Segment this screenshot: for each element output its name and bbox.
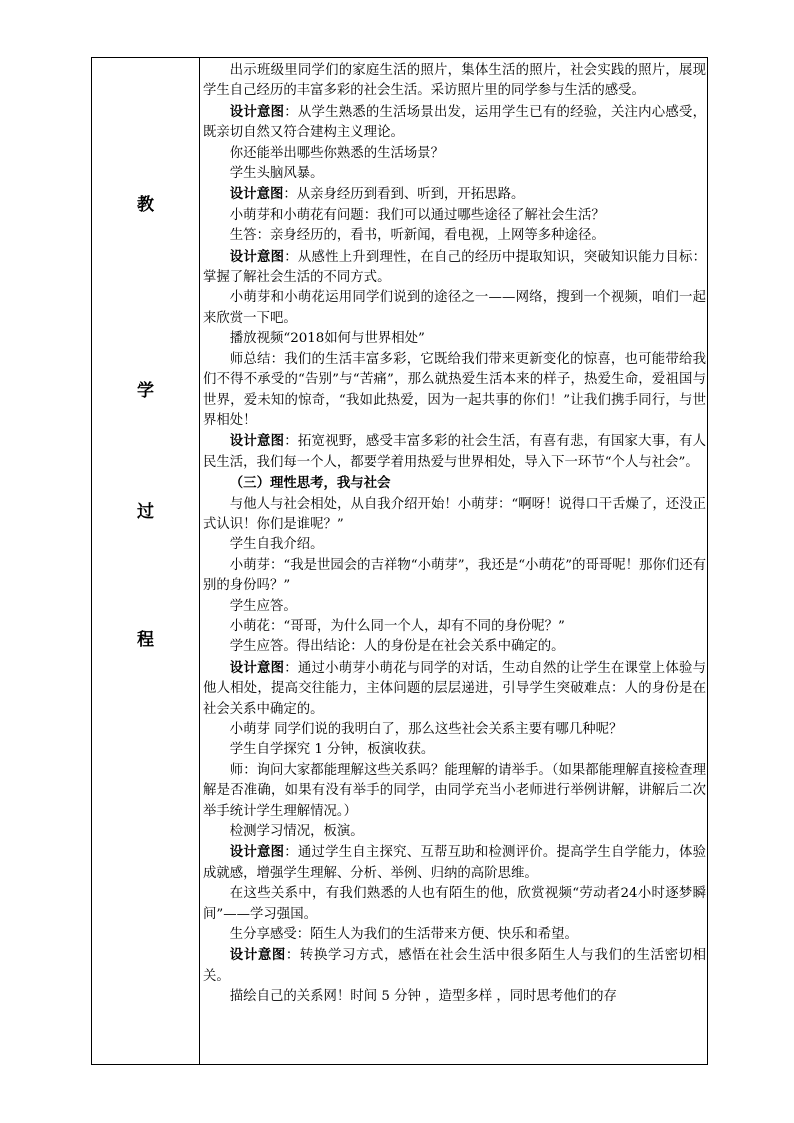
paragraph bbox=[203, 842, 706, 884]
side-label-jiao: 教 bbox=[137, 195, 154, 215]
paragraph-text: 师总结：我们的生活丰富多彩，它既给我们带来更新变化的惊喜，也可能带给我们不得不承受的“告别”与“苦痛”，那么就热爱生活本来的样子，热爱生命，爱祖国与世界，爱未知的惊奇，“我如此热爱，因为一起共事的你们！”让我们携手同行，与世界相处！ bbox=[203, 351, 706, 428]
paragraph bbox=[203, 329, 706, 349]
paragraph-bold-label: 设计意图 bbox=[229, 844, 285, 861]
paragraph bbox=[203, 61, 706, 102]
paragraph bbox=[203, 144, 706, 164]
paragraph-text: ：转换学习方式，感悟在社会生活中很多陌生人与我们的生活密切相关。 bbox=[203, 948, 707, 984]
paragraph-text: 小萌芽和小萌花有问题：我们可以通过哪些途径了解社会生活？ bbox=[229, 207, 605, 223]
paragraph-bold-label: 设计意图 bbox=[229, 248, 285, 265]
paragraph-text: 小萌芽和小萌花运用同学们说到的途径之一——网络，搜到一个视频，咱们一起来欣赏一下吧。 bbox=[203, 290, 706, 326]
paragraph bbox=[203, 535, 706, 555]
paragraph-text: 生答：亲身经历的，看书，听新闻，看电视，上网等多种途径。 bbox=[229, 228, 605, 244]
paragraph bbox=[203, 597, 706, 617]
paragraph bbox=[203, 473, 706, 494]
paragraph-text: 学生应答。得出结论：人的身份是在社会关系中确定的。 bbox=[229, 639, 565, 655]
paragraph-text: 你还能举出哪些你熟悉的生活场景？ bbox=[229, 145, 445, 161]
paragraph-text: 小萌花：“哥哥，为什么同一个人，却有不同的身份呢？” bbox=[229, 618, 565, 634]
paragraph bbox=[203, 761, 706, 822]
paragraph-bold-label: 设计意图 bbox=[229, 659, 285, 676]
paragraph-text: 小萌芽：“我是世园会的吉祥物“小萌芽”，我还是“小萌花”的哥哥呢！那你们还有别的身份吗？” bbox=[203, 557, 706, 594]
paragraph-text: ：通过学生自主探究、互帮互助和检测评价。提高学生自学能力，体验成就感，增强学生理解、分析、举例、归纳的高阶思维。 bbox=[203, 845, 707, 881]
paragraph bbox=[203, 740, 706, 760]
paragraph-bold-label: 设计意图 bbox=[229, 103, 285, 120]
paragraph-text: ：从亲身经历到看到、听到，开拓思路。 bbox=[283, 187, 525, 203]
side-label-xue: 学 bbox=[137, 381, 154, 401]
paragraph-text: 学生头脑风暴。 bbox=[229, 166, 324, 182]
paragraph-text: ：从学生熟悉的生活场景出发，运用学生已有的经验，关注内心感受，既亲切自然又符合建构主义理论。 bbox=[203, 104, 707, 141]
paragraph bbox=[203, 288, 706, 329]
paragraph-bold-label: 设计意图 bbox=[229, 947, 286, 964]
paragraph-text: 与他人与社会相处，从自我介绍开始！小萌芽：“啊呀！说得口干舌燥了，还没正式认识！你们是谁呢？” bbox=[203, 496, 706, 532]
paragraph bbox=[203, 247, 706, 289]
paragraph-text: 小萌芽 同学们说的我明白了，那么这些社会关系主要有哪几种呢？ bbox=[229, 722, 623, 737]
paragraph bbox=[203, 495, 706, 536]
side-label-cheng: 程 bbox=[137, 630, 154, 650]
paragraph bbox=[203, 206, 706, 226]
paragraph-text: ：拓宽视野，感受丰富多彩的社会生活，有喜有悲，有国家大事，有人民生活，我们每一个人，都要学着用热爱与世界相处，导入下一环节“个人与社会”。 bbox=[203, 434, 707, 470]
paragraph bbox=[203, 925, 706, 945]
paragraph bbox=[203, 945, 706, 987]
paragraph-text: 在这些关系中，有我们熟悉的人也有陌生的他，欣赏视频“劳动者24小时逐梦瞬间”——学习强国。 bbox=[203, 886, 706, 922]
paragraph bbox=[203, 164, 706, 184]
paragraph bbox=[203, 720, 706, 740]
paragraph bbox=[203, 226, 706, 246]
paragraph-text: ：通过小萌芽小萌花与同学的对话，生动自然的让学生在课堂上体验与他人相处，提高交往能力，主体问题的层层递进，引导学生突破难点：人的身份是在社会关系中确定的。 bbox=[203, 660, 707, 717]
lesson-table bbox=[91, 57, 708, 1065]
paragraph-bold-label: （三）理性思考，我与社会 bbox=[229, 475, 391, 492]
lesson-content bbox=[203, 61, 706, 1008]
paragraph bbox=[203, 184, 706, 205]
paragraph-text: ：从感性上升到理性，在自己的经历中提取知识，突破知识能力目标：掌握了解社会生活的不同方式。 bbox=[203, 249, 707, 286]
paragraph-text: 出示班级里同学们的家庭生活的照片，集体生活的照片，社会实践的照片，展现学生自己经历的丰富多彩的社会生活。采访照片里的同学参与生活的感受。 bbox=[203, 63, 706, 99]
paragraph bbox=[203, 884, 706, 925]
paragraph bbox=[203, 822, 706, 842]
paragraph-text: 学生自学探究 1 分钟，板演收获。 bbox=[229, 742, 435, 758]
paragraph bbox=[203, 637, 706, 657]
paragraph-text: 描绘自己的关系网！时间 5 分钟 ，造型多样 ，同时思考他们的存 bbox=[229, 989, 617, 1005]
paragraph bbox=[203, 556, 706, 597]
paragraph-text: 播放视频“2018如何与世界相处” bbox=[229, 331, 425, 347]
paragraph-text: 学生应答。 bbox=[229, 598, 297, 614]
paragraph-text: 师：询问大家都能理解这些关系吗？能理解的请举手。（如果都能理解直接检查理解是否准确，如果有没有举手的同学，由同学充当小老师进行举例讲解，讲解后二次举手统计学生理解情况。） bbox=[203, 762, 706, 819]
paragraph bbox=[203, 431, 706, 473]
paragraph bbox=[203, 658, 706, 720]
paragraph bbox=[203, 102, 706, 144]
paragraph-text: 检测学习情况，板演。 bbox=[229, 824, 364, 840]
paragraph-bold-label: 设计意图 bbox=[229, 186, 284, 203]
paragraph bbox=[203, 617, 706, 637]
column-divider bbox=[199, 58, 200, 1064]
paragraph-bold-label: 设计意图 bbox=[229, 433, 285, 450]
side-label-guo: 过 bbox=[137, 502, 154, 522]
paragraph-text: 生分享感受：陌生人为我们的生活带来方便、快乐和希望。 bbox=[229, 927, 578, 943]
paragraph-text: 学生自我介绍。 bbox=[229, 537, 324, 553]
paragraph bbox=[203, 350, 706, 432]
paragraph bbox=[203, 987, 706, 1007]
